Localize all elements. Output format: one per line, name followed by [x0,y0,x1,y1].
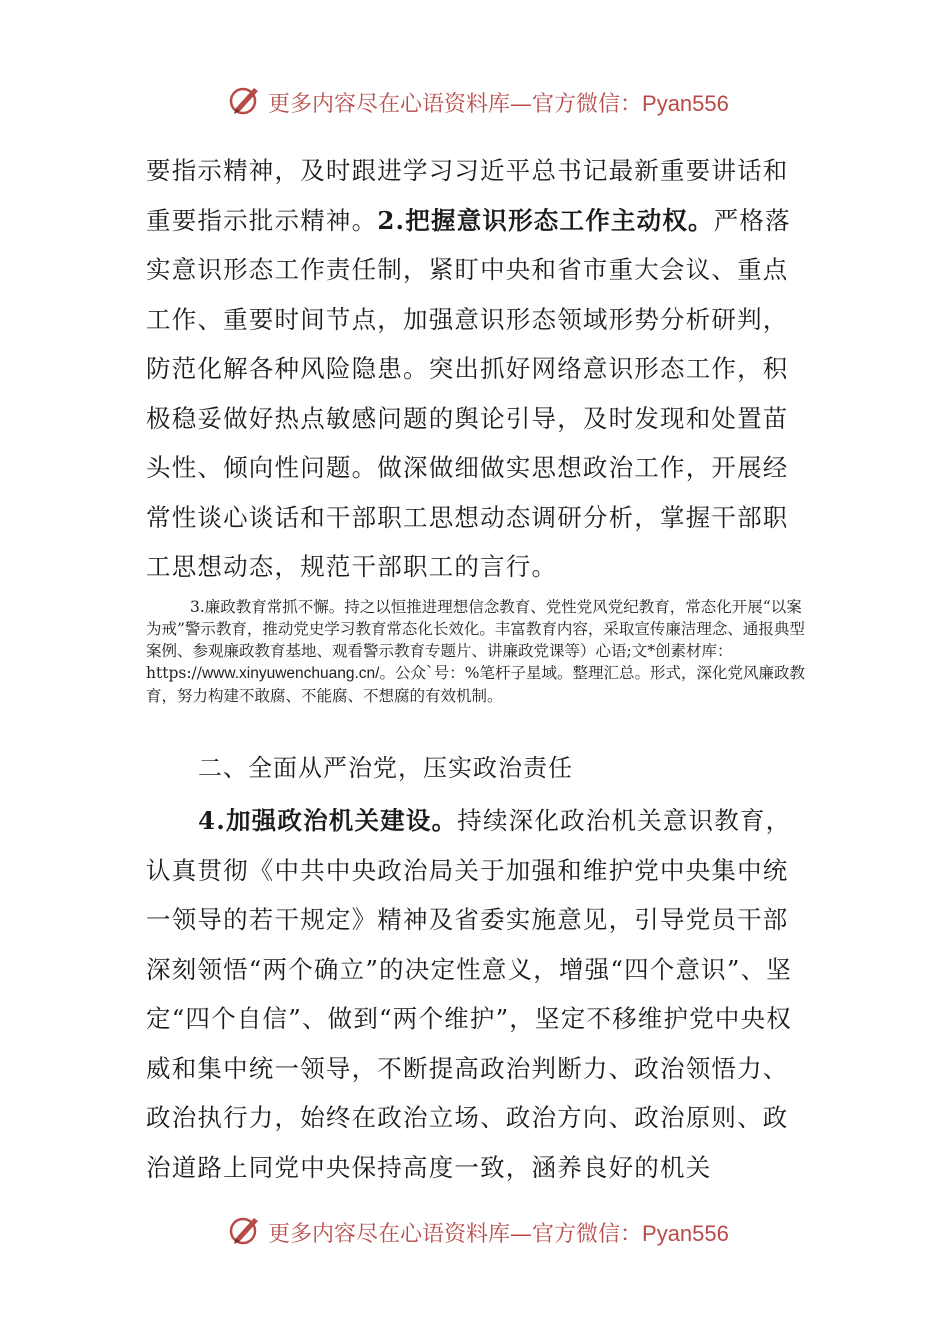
section-heading [146,748,806,788]
wechat-id: Pyan556 [642,91,729,116]
item-heading-4: 4.加强政治机关建设。 [198,806,458,835]
paragraph-text: 4.加强政治机关建设。持续深化政治机关意识教育，认真贯彻《中共中央政治局关于加强和维护党中央集中统一领导的若干规定》精神及省委实施意见，引导党员干部深刻领悟“两个确立”的决定性意义，增强“四个意识”、坚定“四个自信”、做到“两个维护”，坚定不移维护党中央权威和集中统一领导，不断提高政治判断力、政治领悟力、政治执行力，始终在政治立场、政治方向、政治原则、政治道路上同党中央保持高度一致，涵养良好的机关 [146,806,792,1182]
paragraph-political [146,796,806,1192]
paragraph-integrity [146,596,806,707]
pen-logo-icon [228,1214,262,1246]
banner-text: 更多内容尽在心语资料库—官方微信：Pyan556 [268,91,729,117]
source-url: www.xinyuwenchuang.cn/ [201,665,380,682]
wechat-id: Pyan556 [642,1221,729,1246]
header-banner [0,80,950,120]
footer-banner [0,1210,950,1250]
section-heading-text: 二、全面从严治党，压实政治责任 [198,754,573,782]
item-heading-2: 2.把握意识形态工作主动权。 [377,205,714,235]
paragraph-ideology [146,146,806,592]
banner-text: 更多内容尽在心语资料库—官方微信：Pyan556 [268,1221,729,1247]
pen-logo-icon [228,84,262,116]
paragraph-text-small: 3.廉政教育常抓不懈。持之以恒推进理想信念教育、党性党风党纪教育，常态化开展“以案为戒”警示教育，推动党史学习教育常态化长效化。丰富教育内容，采取宣传廉洁理念、通报典型案例、参观廉政教育基地、观看警示教育专题片、讲廉政党课等）心语;文*创素材库：https://www.xinyuwenchuang.cn/。公众`号：%笔杆子星域。整理汇总。形式，深化党风廉政教育，努力构建不敢腐、不能腐、不想腐的有效机制。 [146,598,805,705]
paragraph-text: 要指示精神，及时跟进学习习近平总书记最新重要讲话和重要指示批示精神。2.把握意识形态工作主动权。严格落实意识形态工作责任制，紧盯中央和省市重大会议、重点工作、重要时间节点，加强意识形态领域形势分析研判，防范化解各种风险隐患。突出抓好网络意识形态工作，积极稳妥做好热点敏感问题的舆论引导，及时发现和处置苗头性、倾向性问题。做深做细做实思想政治工作，开展经常性谈心谈话和干部职工思想动态调研分析，掌握干部职工思想动态，规范干部职工的言行。 [146,156,791,581]
